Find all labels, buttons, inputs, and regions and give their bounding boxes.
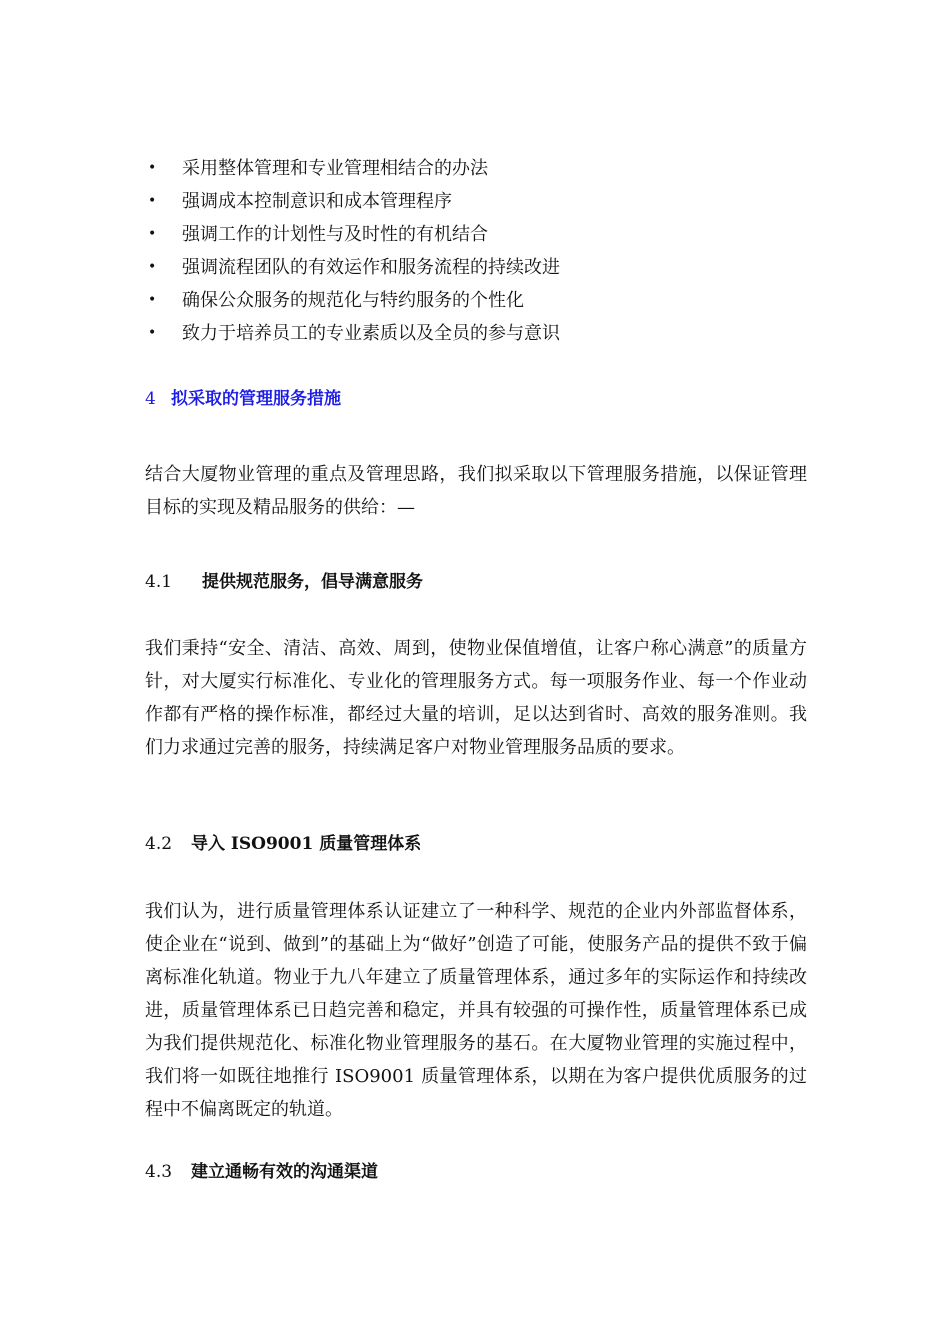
list-item [148, 288, 828, 321]
section-4-3-heading [145, 1160, 378, 1184]
list-item [148, 255, 828, 288]
list-item [148, 321, 828, 354]
section-4-1-heading [145, 570, 423, 594]
section-4-1-body: 我们秉持“安全、清洁、高效、周到，使物业保值增值，让客户称心满意”的质量方针，对大厦实行标准化、专业化的管理服务方式。每一项服务作业、每一个作业动作都有严格的操作标准，都经过大量的培训，足以达到省时、高效的服务准则。我们力求通过完善的服务，持续满足客户对物业管理服务品质的要求。 [145, 638, 807, 758]
bullet-text: 确保公众服务的规范化与特约服务的个性化 [182, 290, 524, 311]
section-number: 4.1 [145, 572, 173, 592]
bullet-icon: • [148, 292, 157, 308]
section-4-2-body: 我们认为，进行质量管理体系认证建立了一种科学、规范的企业内外部监督体系，使企业在“说到、做到”的基础上为“做好”创造了可能，使服务产品的提供不致于偏离标准化轨道。物业于九八年建立了质量管理体系，通过多年的实际运作和持续改进，质量管理体系已日趋完善和稳定，并具有较强的可操作性，质量管理体系已成为我们提供规范化、标准化物业管理服务的基石。在大厦物业管理的实施过程中，我们将一如既往地推行 ISO9001 质量管理体系，以期在为客户提供优质服务的过程中不偏离既定的轨道。 [145, 901, 807, 1120]
section-number: 4 [145, 389, 156, 409]
section-title: 导入 ISO9001 质量管理体系 [191, 834, 422, 854]
bullet-text: 强调成本控制意识和成本管理程序 [182, 191, 452, 212]
list-item [148, 156, 828, 189]
bullet-icon: • [148, 259, 157, 275]
section-number: 4.3 [145, 1162, 173, 1182]
list-item [148, 222, 828, 255]
bullet-icon: • [148, 325, 157, 341]
bullet-list [148, 156, 828, 354]
section-4-intro: 结合大厦物业管理的重点及管理思路，我们拟采取以下管理服务措施，以保证管理目标的实现及精品服务的供给：— [145, 464, 807, 518]
bullet-text: 强调工作的计划性与及时性的有机结合 [182, 224, 488, 245]
bullet-text: 采用整体管理和专业管理相结合的办法 [182, 158, 488, 179]
bullet-text: 强调流程团队的有效运作和服务流程的持续改进 [182, 257, 560, 278]
bullet-icon: • [148, 226, 157, 242]
bullet-icon: • [148, 160, 157, 176]
list-item [148, 189, 828, 222]
section-title: 建立通畅有效的沟通渠道 [191, 1162, 378, 1182]
bullet-text: 致力于培养员工的专业素质以及全员的参与意识 [182, 323, 560, 344]
section-title: 提供规范服务，倡导满意服务 [202, 572, 423, 592]
bullet-icon: • [148, 193, 157, 209]
section-title: 拟采取的管理服务措施 [171, 389, 341, 409]
section-number: 4.2 [145, 834, 173, 854]
section-4-heading [145, 387, 341, 411]
section-4-2-heading [145, 832, 421, 856]
